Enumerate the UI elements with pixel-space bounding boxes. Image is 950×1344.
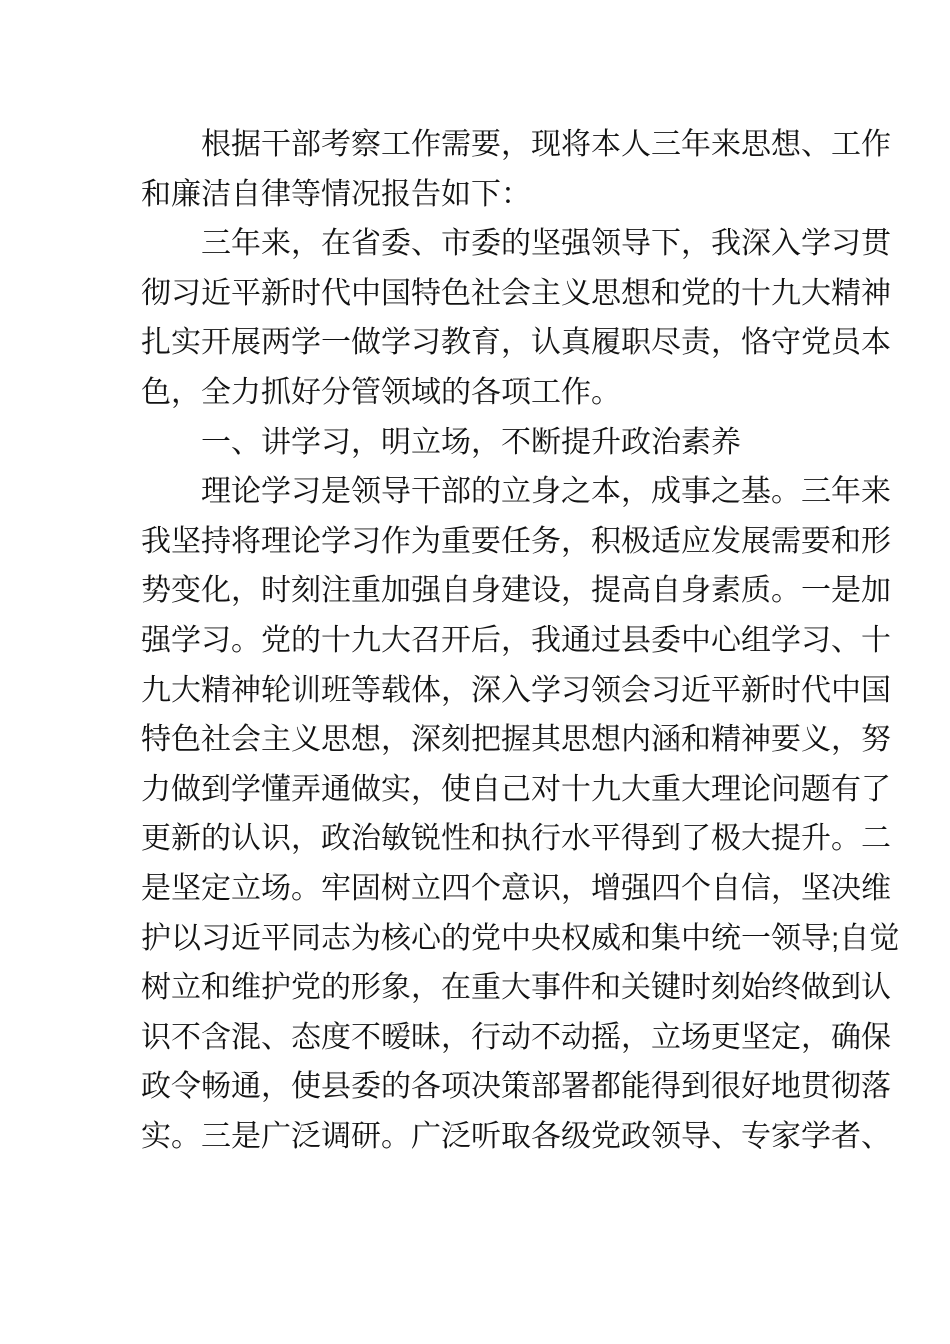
paragraph [141, 467, 900, 1161]
text-line: 识 不 含 混 、 态 度 不 暧 昧 ， 行 动 不 动 摇 ， 立 场 更 坚 定 ， 确 保 [141, 1020, 891, 1054]
paragraph [141, 120, 891, 219]
paragraph [141, 418, 809, 468]
text-line: 更 新 的 认 识 ， 政 治 敏 锐 性 和 执 行 水 平 得 到 了 极 大 提 升 。 二 [141, 822, 891, 856]
text-line: 力 做 到 学 懂 弄 通 做 实 ， 使 自 己 对 十 九 大 重 大 理 论 问 题 有 了 [141, 772, 891, 806]
text-line: 理 论 学 习 是 领 导 干 部 的 立 身 之 本 ， 成 事 之 基 。 三 年 来 [201, 475, 891, 509]
text-line: 三 年 来 ， 在 省 委 、 市 委 的 坚 强 领 导 下 ， 我 深 入 学 习 贯 [201, 227, 891, 261]
text-line: 扎 实 开 展 两 学 一 做 学 习 教 育 ， 认 真 履 职 尽 责 ， 恪 守 党 员 本 [141, 326, 891, 360]
text-line: 势 变 化 ， 时 刻 注 重 加 强 自 身 建 设 ， 提 高 自 身 素 质 。 一 是 加 [141, 574, 891, 608]
text-line: 一、讲学习，明立场，不断提升政治素养 [201, 425, 741, 459]
text-line: 我 坚 持 将 理 论 学 习 作 为 重 要 任 务 ， 积 极 适 应 发 展 需 要 和 形 [141, 524, 891, 558]
text-line: 根 据 干 部 考 察 工 作 需 要 ， 现 将 本 人 三 年 来 思 想 、 工 作 [201, 128, 891, 161]
text-line: 色，全力抓好分管领域的各项工作。 [141, 375, 621, 409]
text-line: 强 学 习 。 党 的 十 九 大 召 开 后 ， 我 通 过 县 委 中 心 组 学 习 、 十 [141, 623, 891, 657]
text-line: 护 以 习 近 平 同 志 为 核 心 的 党 中 央 权 威 和 集 中 统 一 领 导 ; 自 觉 [141, 921, 900, 955]
text-line: 实 。 三 是 广 泛 调 研 。 广 泛 听 取 各 级 党 政 领 导 、 专 家 学 者 、 [141, 1119, 891, 1153]
text-line: 是 坚 定 立 场 。 牢 固 树 立 四 个 意 识 ， 增 强 四 个 自 信 ， 坚 决 维 [141, 871, 891, 905]
document-text-body [141, 120, 900, 1161]
text-line: 彻 习 近 平 新 时 代 中 国 特 色 社 会 主 义 思 想 和 党 的 十 九 大 精 神 [141, 276, 891, 310]
text-line: 特 色 社 会 主 义 思 想 ， 深 刻 把 握 其 思 想 内 涵 和 精 神 要 义 ， 努 [141, 723, 891, 757]
paragraph [141, 219, 891, 417]
text-line: 政 令 畅 通 ， 使 县 委 的 各 项 决 策 部 署 都 能 得 到 很 好 地 贯 彻 落 [141, 1070, 891, 1104]
text-line: 和廉洁自律等情况报告如下： [141, 177, 531, 211]
text-line: 九 大 精 神 轮 训 班 等 载 体 ， 深 入 学 习 领 会 习 近 平 新 时 代 中 国 [141, 673, 891, 707]
text-line: 树 立 和 维 护 党 的 形 象 ， 在 重 大 事 件 和 关 键 时 刻 始 终 做 到 认 [141, 971, 891, 1005]
